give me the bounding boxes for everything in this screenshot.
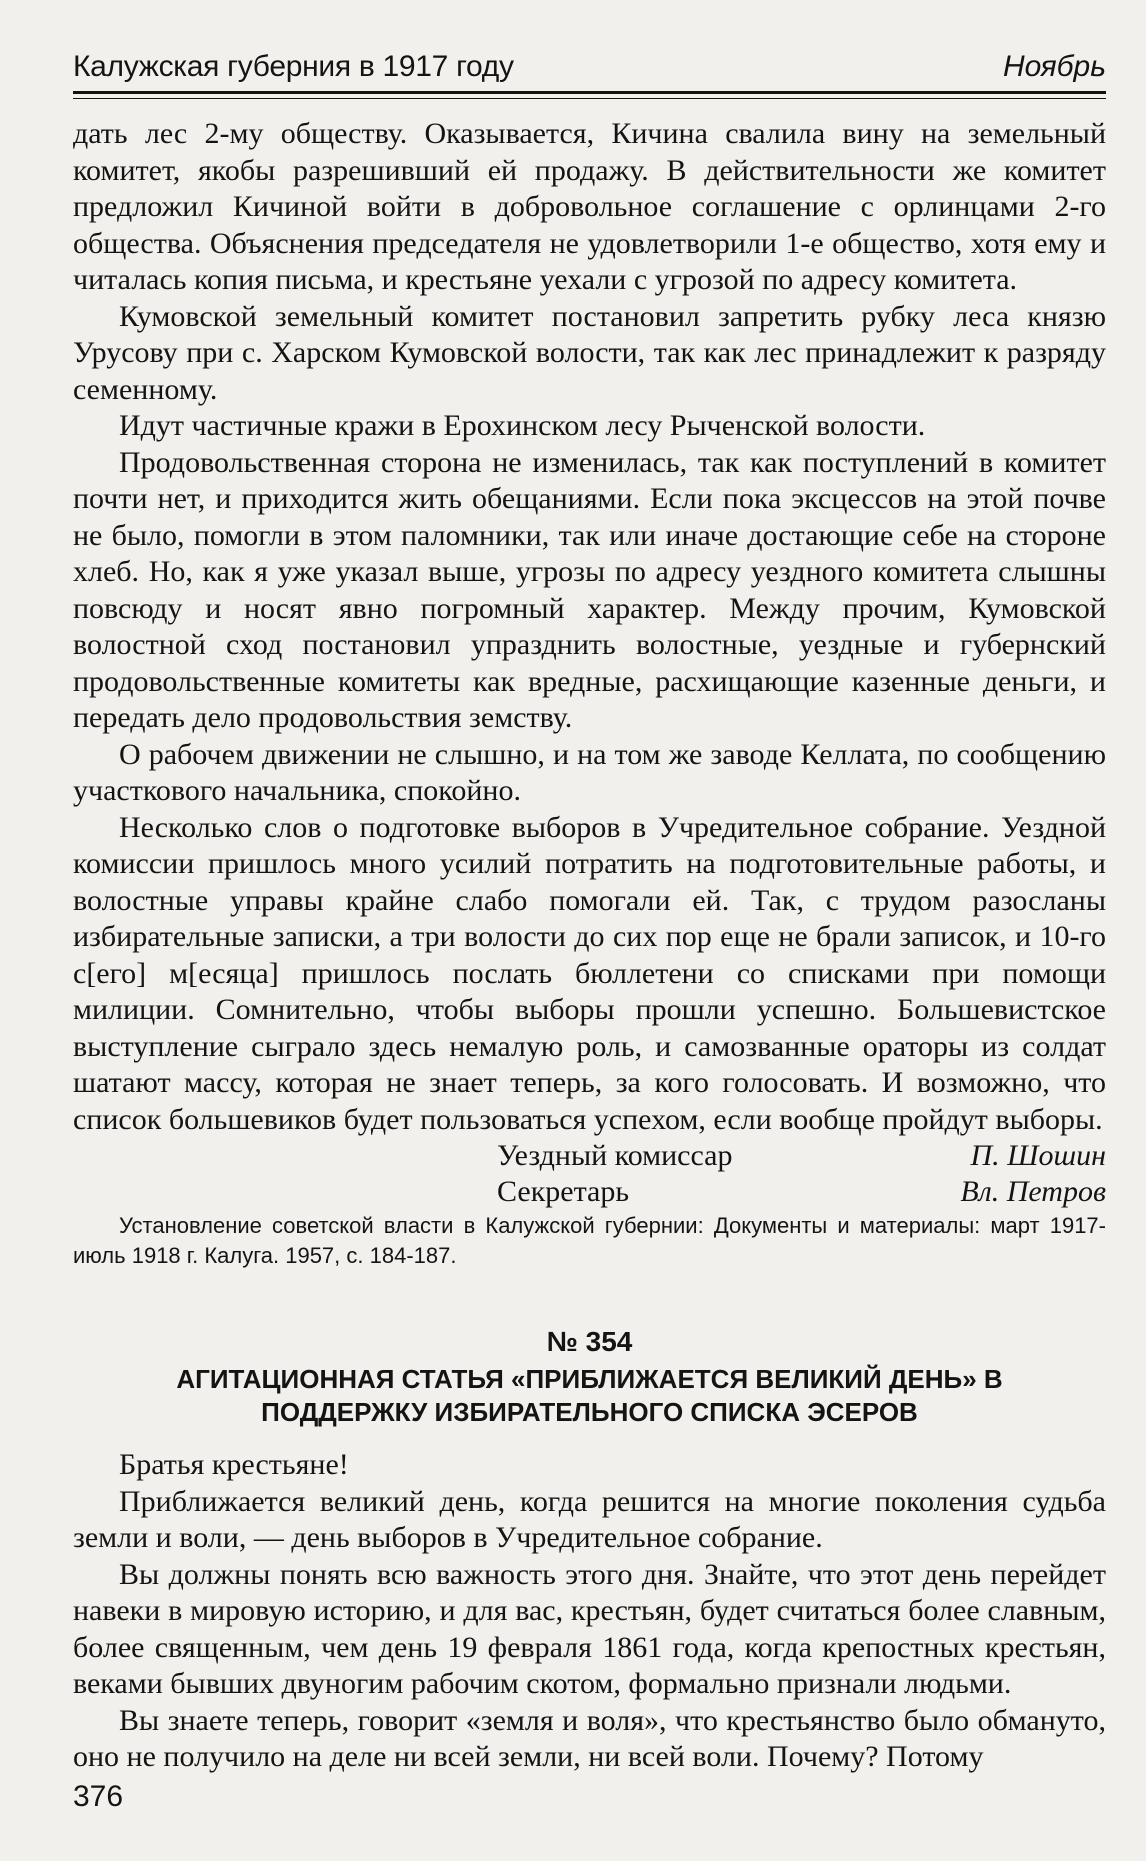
- document-title: [73, 1363, 1106, 1429]
- document-number: № 354: [546, 1326, 633, 1357]
- document-title-line: ПОДДЕРЖКУ ИЗБИРАТЕЛЬНОГО СПИСКА ЭСЕРОВ: [261, 1397, 918, 1427]
- header-rule-thick: [73, 91, 1106, 94]
- header-rule-thin: [73, 98, 1106, 99]
- source-citation: Установление советской власти в Калужской губернии: Документы и материалы: март 1917-июль 1918 г. Калуга. 1957, с. 184-187.: [73, 1213, 1106, 1268]
- page-body: [73, 116, 1106, 1776]
- signature-name: Вл. Петров: [960, 1175, 1106, 1208]
- signature-role: Уездный комиссар: [497, 1139, 733, 1172]
- paragraph: Вы знаете теперь, говорит «земля и воля», что крестьянство было обмануто, оно не получило на деле ни всей земли, ни всей воли. Почему? Потому: [73, 1703, 1106, 1773]
- header-month: Ноябрь: [1002, 50, 1106, 83]
- signature-block: [73, 1138, 1106, 1211]
- running-header: [73, 44, 1106, 90]
- page-number: 376: [73, 1780, 124, 1813]
- paragraph: О рабочем движении не слышно, и на том же заводе Келлата, по сообщению участкового начальника, спокойно.: [73, 737, 1106, 807]
- paragraph: Продовольственная сторона не изменилась, так как поступлений в комитет почти нет, и приходится жить обещаниями. Если пока эксцессов на этой почве не было, помогли в этом паломники, так или иначе достающие себе на стороне хлеб. Но, как я уже указал выше, угрозы по адресу уездного комитета слышны повсюду и носят явно погромный характер. Между прочим, Кумовской волостной сход постановил упразднить волостные, уездные и губернский продовольственные комитеты как вредные, расхищающие казенные деньги, и передать дело продовольствия земству.: [73, 445, 1106, 734]
- signature-name: П. Шошин: [970, 1139, 1106, 1172]
- header-title: Калужская губерния в 1917 году: [73, 50, 514, 83]
- document-title-line: АГИТАЦИОННАЯ СТАТЬЯ «ПРИБЛИЖАЕТСЯ ВЕЛИКИЙ ДЕНЬ» В: [176, 1364, 1003, 1394]
- paragraph: Братья крестьяне!: [119, 1448, 349, 1481]
- paragraph: Вы должны понять всю важность этого дня. Знайте, что этот день перейдет навеки в мировую историю, и для вас, крестьян, будет считаться более славным, более священным, чем день 19 февраля 1861 года, когда крепостных крестьян, веками бывших двуногим рабочим скотом, формально признали людьми.: [73, 1557, 1106, 1700]
- paragraph: Кумовской земельный комитет постановил запретить рубку леса князю Урусову при с. Харском Кумовской волости, так как лес принадлежит к разряду семенному.: [73, 299, 1106, 406]
- paragraph: Идут частичные кражи в Ерохинском лесу Рыченской волости.: [119, 409, 926, 442]
- article-text: [73, 1447, 1106, 1776]
- paragraph: дать лес 2-му обществу. Оказывается, Кичина свалила вину на земельный комитет, якобы разрешивший ей продажу. В действительности же комитет предложил Кичиной войти в добровольное соглашение с орлинцами 2-го общества. Объяснения председателя не удовлетворили 1-е общество, хотя ему и читалась копия письма, и крестьяне уехали с угрозой по адресу комитета.: [73, 117, 1106, 296]
- paragraph: Приближается великий день, когда решится на многие поколения судьба земли и воли, — день выборов в Учредительное собрание.: [73, 1484, 1106, 1554]
- paragraph: Несколько слов о подготовке выборов в Учредительное собрание. Уездной комиссии пришлось много усилий потратить на подготовительные работы, и волостные управы крайне слабо помогали ей. Так, с трудом разосланы избирательные записки, а три волости до сих пор еще не брали записок, и 10-го с[его] м[есяца] пришлось послать бюллетени со списками при помощи милиции. Сомнительно, чтобы выборы прошли успешно. Большевистское выступление сыграло здесь немалую роль, и самозванные ораторы из солдат шатают массу, которая не знает теперь, за кого голосовать. И возможно, что список большевиков будет пользоваться успехом, если вообще пройдут выборы.: [73, 810, 1106, 1136]
- signature-role: Секретарь: [497, 1175, 630, 1208]
